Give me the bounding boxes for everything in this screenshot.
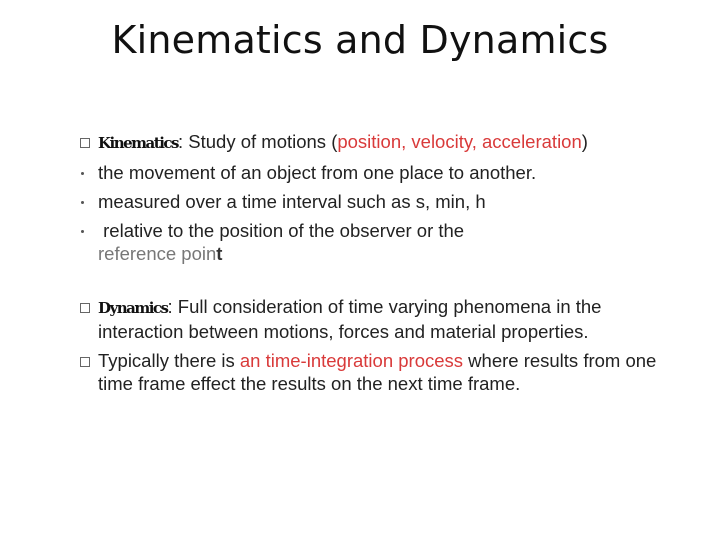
checkbox-bullet-icon	[80, 357, 90, 367]
dynamics-desc: : Full consideration of time varying phenomena in the interaction between motions, forces and material properties.	[98, 296, 602, 342]
checkbox-bullet-icon	[80, 138, 90, 148]
kinematics-term: Kinematics	[98, 134, 178, 152]
dot-bullet-icon	[81, 172, 84, 175]
kinematics-highlight: position, velocity, acceleration	[337, 131, 582, 152]
dot-bullet-icon	[81, 230, 84, 233]
integration-after: where results from one time frame effect the results on the next time frame.	[98, 350, 657, 394]
kinematics-continuation-cut: t	[216, 243, 223, 264]
kinematics-point-1	[76, 161, 676, 184]
kinematics-point-text: measured over a time interval such as s, min, h	[98, 191, 486, 212]
dot-bullet-icon	[81, 201, 84, 204]
integration-highlight: an time-integration process	[239, 350, 464, 371]
integration-bullet	[76, 349, 676, 395]
kinematics-continuation: reference poin	[98, 243, 217, 264]
kinematics-desc: : Study of motions (	[177, 131, 338, 152]
kinematics-bullet	[76, 130, 676, 155]
dynamics-term: Dynamics	[98, 299, 168, 317]
kinematics-point-text: the movement of an object from one place to another.	[98, 162, 537, 183]
checkbox-bullet-icon	[80, 303, 90, 313]
kinematics-close: )	[581, 131, 588, 152]
kinematics-point-2	[76, 190, 676, 213]
slide-body	[76, 130, 676, 460]
kinematics-point-3	[76, 219, 676, 265]
slide-title: Kinematics and Dynamics	[111, 18, 609, 62]
kinematics-point-text: relative to the position of the observer or the	[98, 220, 465, 241]
dynamics-bullet	[76, 295, 676, 343]
integration-before: Typically there is	[98, 350, 240, 371]
